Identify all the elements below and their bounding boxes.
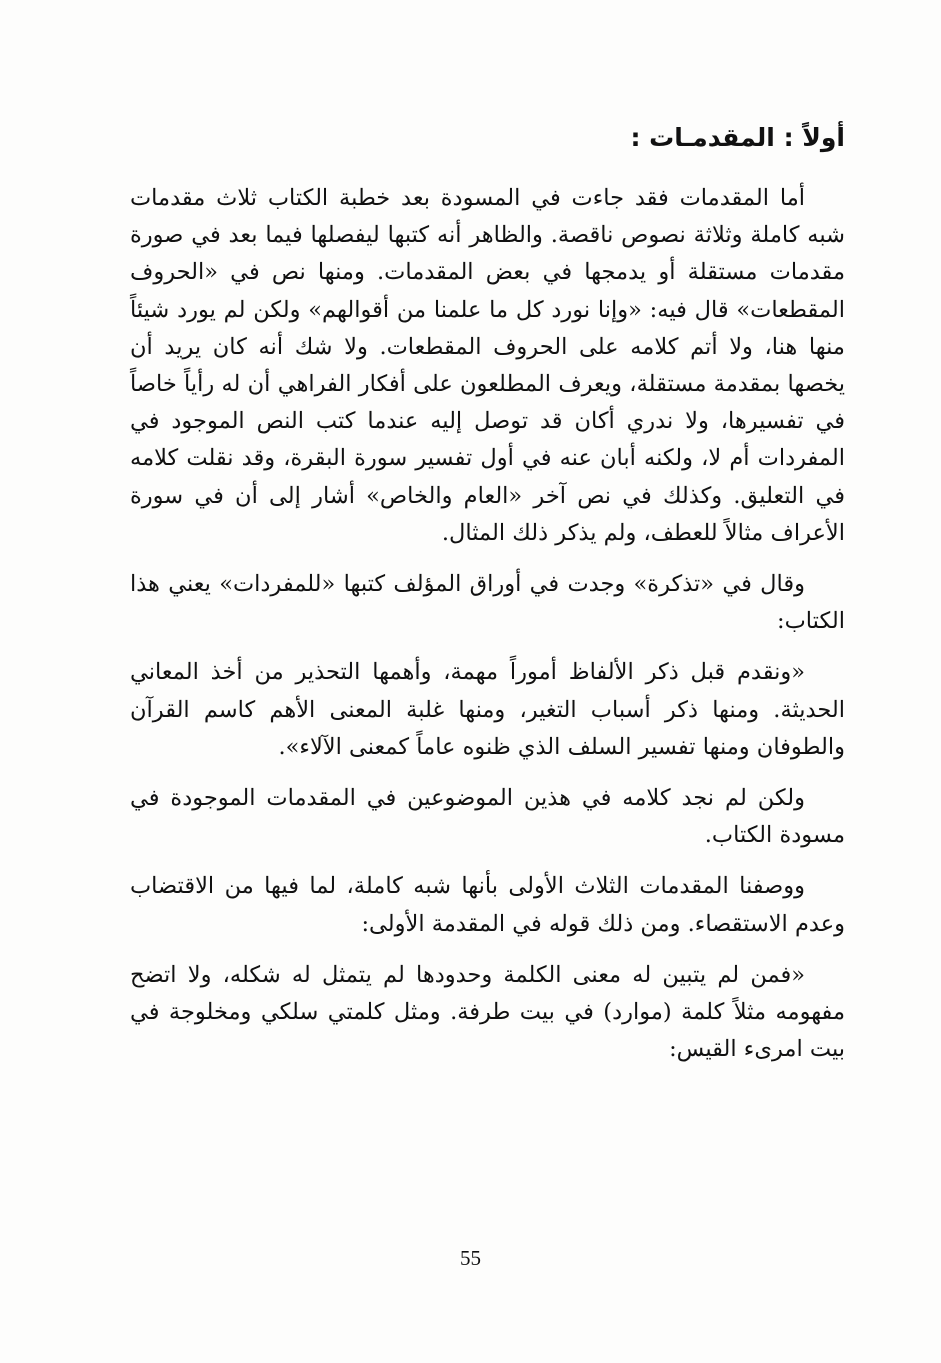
- quote-first-introduction: «فمن لم يتبين له معنى الكلمة وحدودها لم يتمثل له شكله، ولا اتضح مفهومه مثلاً كلمة (موارد) في بيت طرفة. ومثل كلمتي سلكي ومخلوجة في بيت امرىء القيس:: [130, 961, 845, 1063]
- paragraph-tadhkira: وقال في «تذكرة» وجدت في أوراق المؤلف كتبها «للمفردات» يعني هذا الكتاب:: [130, 571, 845, 635]
- paragraph-three-introductions: ووصفنا المقدمات الثلاث الأولى بأنها شبه كاملة، لما فيها من الاقتضاب وعدم الاستقصاء. ومن ذلك قوله في المقدمة الأولى:: [130, 873, 845, 937]
- page-number: 55: [460, 1246, 481, 1270]
- section-heading: أولاً : المقدمـات :: [630, 123, 845, 152]
- quote-introductions-note: «ونقدم قبل ذكر الألفاظ أموراً مهمة، وأهمها التحذير من أخذ المعاني الحديثة. ومنها ذكر أسباب التغير، ومنها غلبة المعنى الأهم كاسم القرآن والطوفان ومنها تفسير السلف الذي ظنوه عاماً كمعنى الآلاء».: [130, 659, 845, 760]
- paragraph-not-found: ولكن لم نجد كلامه في هذين الموضوعين في المقدمات الموجودة في مسودة الكتاب.: [130, 785, 845, 849]
- page-body: [130, 118, 845, 1082]
- paragraph-introductions: أما المقدمات فقد جاءت في المسودة بعد خطبة الكتاب ثلاث مقدمات شبه كاملة وثلاثة نصوص ناقصة. والظاهر أنه كتبها ليفصلها فيما بعد في صورة مقدمات مستقلة أو يدمجها في بعض المقدمات. ومنها نص في «الحروف المقطعات» قال فيه: «وإنا نورد كل ما علمنا من أقوالهم» ولكن لم يورد شيئاً منها هنا، ولا أتم كلامه على الحروف المقطعات. ولا شك أنه كان يريد أن يخصها بمقدمة مستقلة، ويعرف المطلعون على أفكار الفراهي أن له رأياً خاصاً في تفسيرها، ولا ندري أكان قد توصل إليه عندما كتب النص الموجود في المفردات أم لا، ولكنه أبان عنه في أول تفسير سورة البقرة، وقد نقلت كلامه في التعليق. وكذلك في نص آخر «العام والخاص» أشار إلى أن في سورة الأعراف مثالاً للعطف، ولم يذكر ذلك المثال.: [130, 185, 845, 546]
